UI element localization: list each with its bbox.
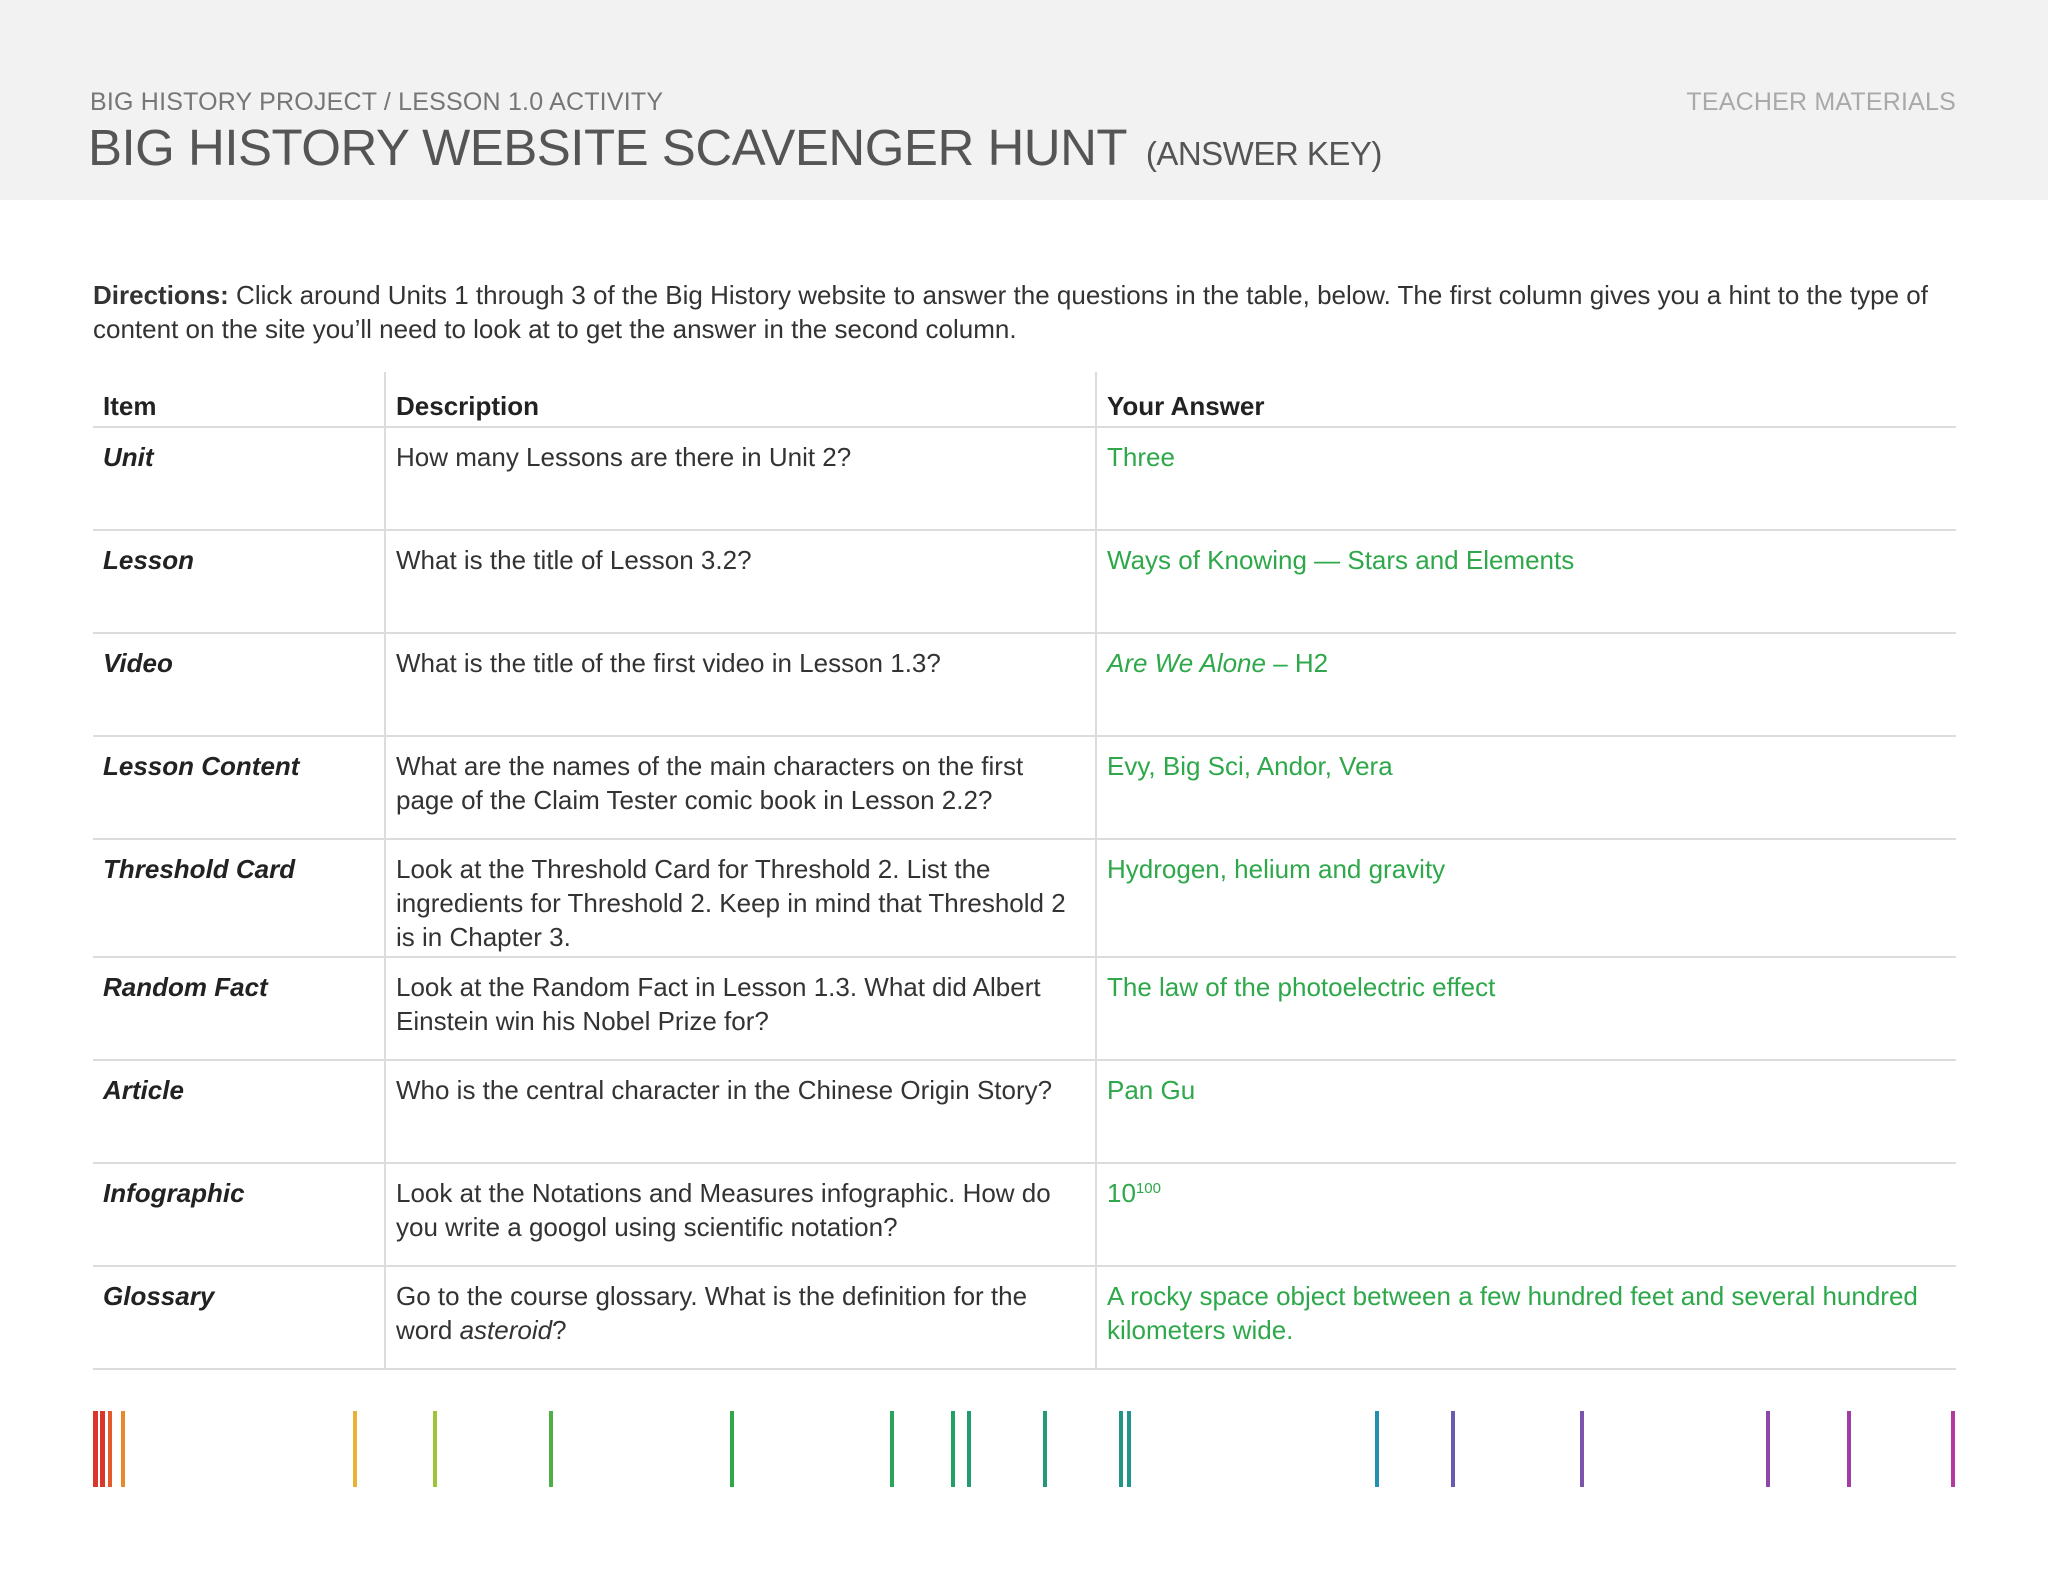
timeline-bar (433, 1411, 437, 1487)
page-title (88, 118, 1382, 177)
row-answer: Ways of Knowing — Stars and Elements (1096, 530, 1956, 633)
timeline-bar (1580, 1411, 1584, 1487)
title-main: BIG HISTORY WEBSITE SCAVENGER HUNT (88, 119, 1127, 176)
glossary-term: asteroid (459, 1315, 553, 1345)
timeline-bar (1119, 1411, 1123, 1487)
title-suffix: (ANSWER KEY) (1145, 135, 1382, 172)
page-header (0, 0, 2048, 200)
answer-base: 10 (1107, 1178, 1136, 1208)
header-item: Item (93, 372, 385, 427)
timeline-bar (951, 1411, 955, 1487)
table-row (93, 839, 1956, 957)
row-answer (1096, 1163, 1956, 1266)
row-description: Look at the Random Fact in Lesson 1.3. What did Albert Einstein win his Nobel Prize for? (385, 957, 1096, 1060)
timeline-bar (549, 1411, 553, 1487)
row-answer: Three (1096, 427, 1956, 530)
row-item: Glossary (93, 1266, 385, 1369)
timeline-bar (890, 1411, 894, 1487)
row-description: What is the title of Lesson 3.2? (385, 530, 1096, 633)
directions-label: Directions: (93, 280, 229, 310)
timeline-bar (1043, 1411, 1047, 1487)
table-row (93, 633, 1956, 736)
timeline-bar (1127, 1411, 1131, 1487)
table-header-row (93, 372, 1956, 427)
glossary-question: Go to the course glossary. What is the definition for the word (396, 1281, 1028, 1345)
row-answer: The law of the photoelectric effect (1096, 957, 1956, 1060)
answer-video-title: Are We Alone (1107, 648, 1266, 678)
header-description: Description (385, 372, 1096, 427)
table-row (93, 427, 1956, 530)
row-item: Random Fact (93, 957, 385, 1060)
row-item: Infographic (93, 1163, 385, 1266)
scavenger-hunt-table (93, 372, 1956, 1370)
timeline-bar (1951, 1411, 1955, 1487)
timeline-bar (1451, 1411, 1455, 1487)
row-description: How many Lessons are there in Unit 2? (385, 427, 1096, 530)
row-item: Unit (93, 427, 385, 530)
answer-video-suffix: – H2 (1265, 648, 1329, 678)
row-description: Look at the Notations and Measures infographic. How do you write a googol using scientific notation? (385, 1163, 1096, 1266)
row-item: Lesson Content (93, 736, 385, 839)
timeline-bar (93, 1411, 98, 1487)
row-item: Article (93, 1060, 385, 1163)
timeline-bar (100, 1411, 105, 1487)
row-item: Video (93, 633, 385, 736)
table-row (93, 1266, 1956, 1369)
timeline-bar (1766, 1411, 1770, 1487)
header-answer: Your Answer (1096, 372, 1956, 427)
table-row (93, 1163, 1956, 1266)
timeline-bar (730, 1411, 734, 1487)
row-answer: Evy, Big Sci, Andor, Vera (1096, 736, 1956, 839)
project-kicker: BIG HISTORY PROJECT / LESSON 1.0 ACTIVITY (90, 88, 664, 116)
row-description: Who is the central character in the Chinese Origin Story? (385, 1060, 1096, 1163)
table-row (93, 1060, 1956, 1163)
timeline-bar (353, 1411, 357, 1487)
row-description (385, 1266, 1096, 1369)
table-row (93, 736, 1956, 839)
timeline-bar (1375, 1411, 1379, 1487)
directions-text: Click around Units 1 through 3 of the Big History website to answer the questions in the table, below. The first column gives you a hint to the type of content on the site you’ll need to look at to get the answer in the second column. (93, 280, 1928, 344)
answer-exponent: 100 (1135, 1180, 1161, 1197)
timeline-bar (108, 1411, 112, 1487)
row-answer: Pan Gu (1096, 1060, 1956, 1163)
timeline-bar (1847, 1411, 1851, 1487)
row-item: Threshold Card (93, 839, 385, 957)
row-answer: Hydrogen, helium and gravity (1096, 839, 1956, 957)
row-answer (1096, 633, 1956, 736)
row-answer: A rocky space object between a few hundred feet and several hundred kilometers wide. (1096, 1266, 1956, 1369)
row-description: What is the title of the first video in Lesson 1.3? (385, 633, 1096, 736)
timeline-bar (967, 1411, 971, 1487)
row-item: Lesson (93, 530, 385, 633)
table-row (93, 957, 1956, 1060)
timeline-decoration (0, 1405, 2048, 1489)
table-row (93, 530, 1956, 633)
row-description: Look at the Threshold Card for Threshold 2. List the ingredients for Threshold 2. Keep in mind that Threshold 2 is in Chapter 3. (385, 839, 1096, 957)
row-description: What are the names of the main characters on the first page of the Claim Tester comic book in Lesson 2.2? (385, 736, 1096, 839)
glossary-question-end: ? (552, 1315, 567, 1345)
teacher-materials-label: TEACHER MATERIALS (1686, 88, 1956, 116)
timeline-bar (121, 1411, 125, 1487)
directions (93, 278, 1973, 346)
